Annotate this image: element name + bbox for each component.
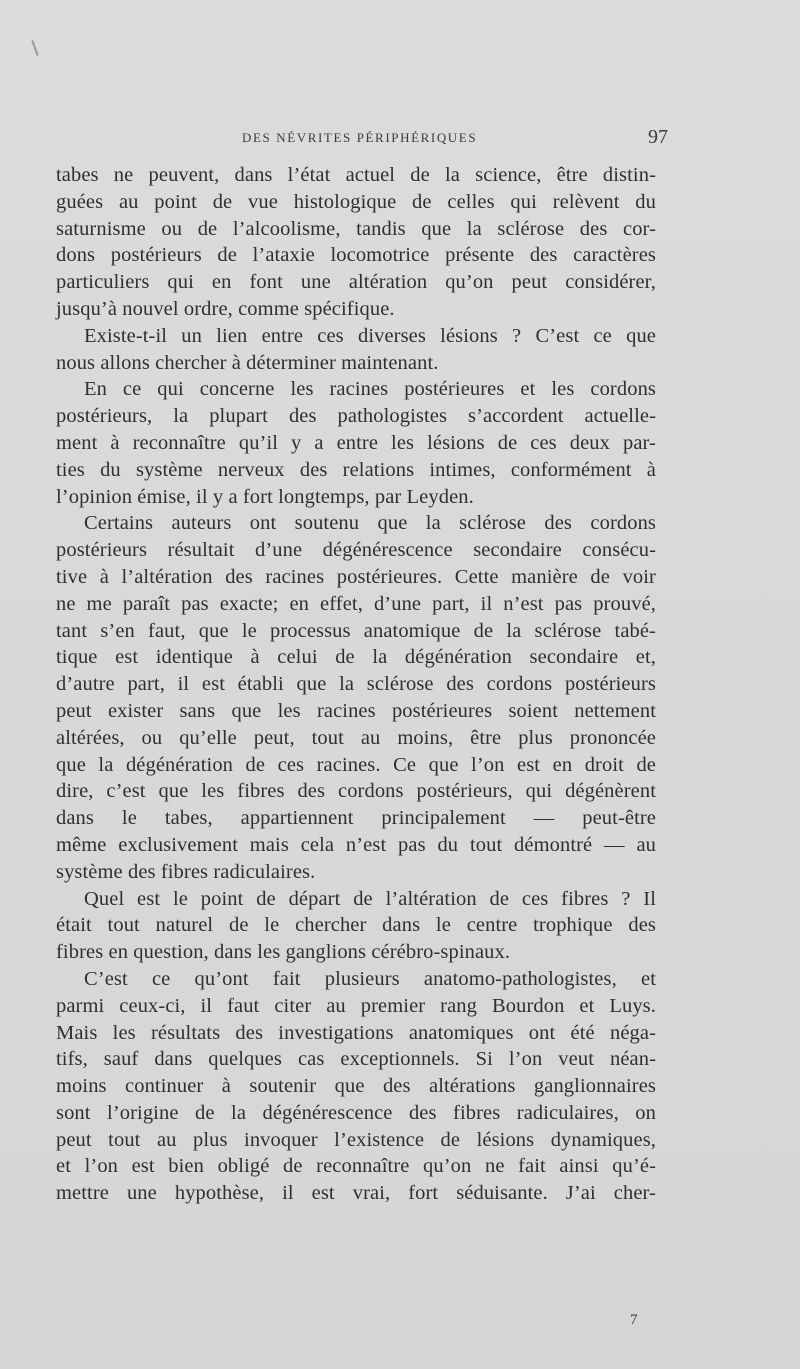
text-line: tique est identique à celui de la dégénération secondaire et,: [56, 646, 656, 669]
text-line: que la dégénération de ces racines. Ce que l’on est en droit de: [56, 753, 656, 776]
text-line: saturnisme ou de l’alcoolisme, tandis que la sclérose des cor-: [56, 217, 656, 240]
text-line: Existe-t-il un lien entre ces diverses lésions ? C’est ce que: [84, 324, 656, 347]
text-line: postérieurs résultait d’une dégénérescence secondaire consécu-: [56, 539, 656, 562]
text-line: mettre une hypothèse, il est vrai, fort séduisante. J’ai cher-: [56, 1182, 656, 1205]
running-title: DES NÉVRITES PÉRIPHÉRIQUES: [242, 130, 478, 145]
page-number: 97: [648, 126, 668, 148]
running-head: [0, 126, 800, 154]
text-line: sont l’origine de la dégénérescence des fibres radiculaires, on: [56, 1101, 656, 1124]
text-line: En ce qui concerne les racines postérieures et les cordons: [84, 378, 656, 401]
text-line: et l’on est bien obligé de reconnaître qu’on ne fait ainsi qu’é-: [56, 1155, 656, 1178]
text-line: peut exister sans que les racines postérieures soient nettement: [56, 699, 656, 722]
text-line: peut tout au plus invoquer l’existence de lésions dynamiques,: [56, 1128, 656, 1151]
text-line: C’est ce qu’ont fait plusieurs anatomo-pathologistes, et: [84, 967, 656, 990]
text-line: Certains auteurs ont soutenu que la sclérose des cordons: [84, 512, 656, 535]
text-line: parmi ceux-ci, il faut citer au premier rang Bourdon et Luys.: [56, 994, 656, 1017]
text-line: Mais les résultats des investigations anatomiques ont été néga-: [56, 1021, 656, 1044]
text-line: particuliers qui en font une altération qu’on peut considérer,: [56, 271, 656, 294]
text-line: tant s’en faut, que le processus anatomique de la sclérose tabé-: [56, 619, 656, 642]
text-line: système des fibres radiculaires.: [56, 860, 316, 883]
text-line: ties du système nerveux des relations intimes, conformément à: [56, 458, 656, 481]
text-line: altérées, ou qu’elle peut, tout au moins, être plus prononcée: [56, 726, 656, 749]
body-text: [56, 162, 656, 1207]
text-line: dans le tabes, appartiennent principalement — peut-être: [56, 807, 656, 830]
text-line: même exclusivement mais cela n’est pas du tout démontré — au: [56, 833, 656, 856]
text-line: jusqu’à nouvel ordre, comme spécifique.: [56, 297, 395, 320]
text-line: ne me paraît pas exacte; en effet, d’une part, il n’est pas prouvé,: [56, 592, 656, 615]
margin-mark: [31, 40, 38, 56]
text-line: dons postérieurs de l’ataxie locomotrice présente des caractères: [56, 244, 656, 267]
text-line: dire, c’est que les fibres des cordons postérieurs, qui dégénèrent: [56, 780, 656, 803]
text-line: tabes ne peuvent, dans l’état actuel de la science, être distin-: [56, 164, 656, 186]
text-line: postérieurs, la plupart des pathologistes s’accordent actuelle-: [56, 405, 656, 428]
text-line: était tout naturel de le chercher dans le centre trophique des: [56, 914, 656, 937]
text-line: fibres en question, dans les ganglions cérébro-spinaux.: [56, 941, 511, 964]
text-line: Quel est le point de départ de l’altération de ces fibres ? Il: [84, 887, 656, 910]
text-line: moins continuer à soutenir que des altérations ganglionnaires: [56, 1075, 656, 1098]
text-line: l’opinion émise, il y a fort longtemps, par Leyden.: [56, 485, 474, 508]
text-line: tifs, sauf dans quelques cas exceptionnels. Si l’on veut néan-: [56, 1048, 656, 1071]
text-line: nous allons chercher à déterminer maintenant.: [56, 351, 439, 374]
text-line: tive à l’altération des racines postérieures. Cette manière de voir: [56, 565, 656, 588]
signature-mark: 7: [630, 1312, 638, 1328]
text-line: guées au point de vue histologique de celles qui relèvent du: [56, 190, 656, 213]
text-line: d’autre part, il est établi que la sclérose des cordons postérieurs: [56, 673, 656, 696]
text-line: ment à reconnaître qu’il y a entre les lésions de ces deux par-: [56, 431, 656, 454]
